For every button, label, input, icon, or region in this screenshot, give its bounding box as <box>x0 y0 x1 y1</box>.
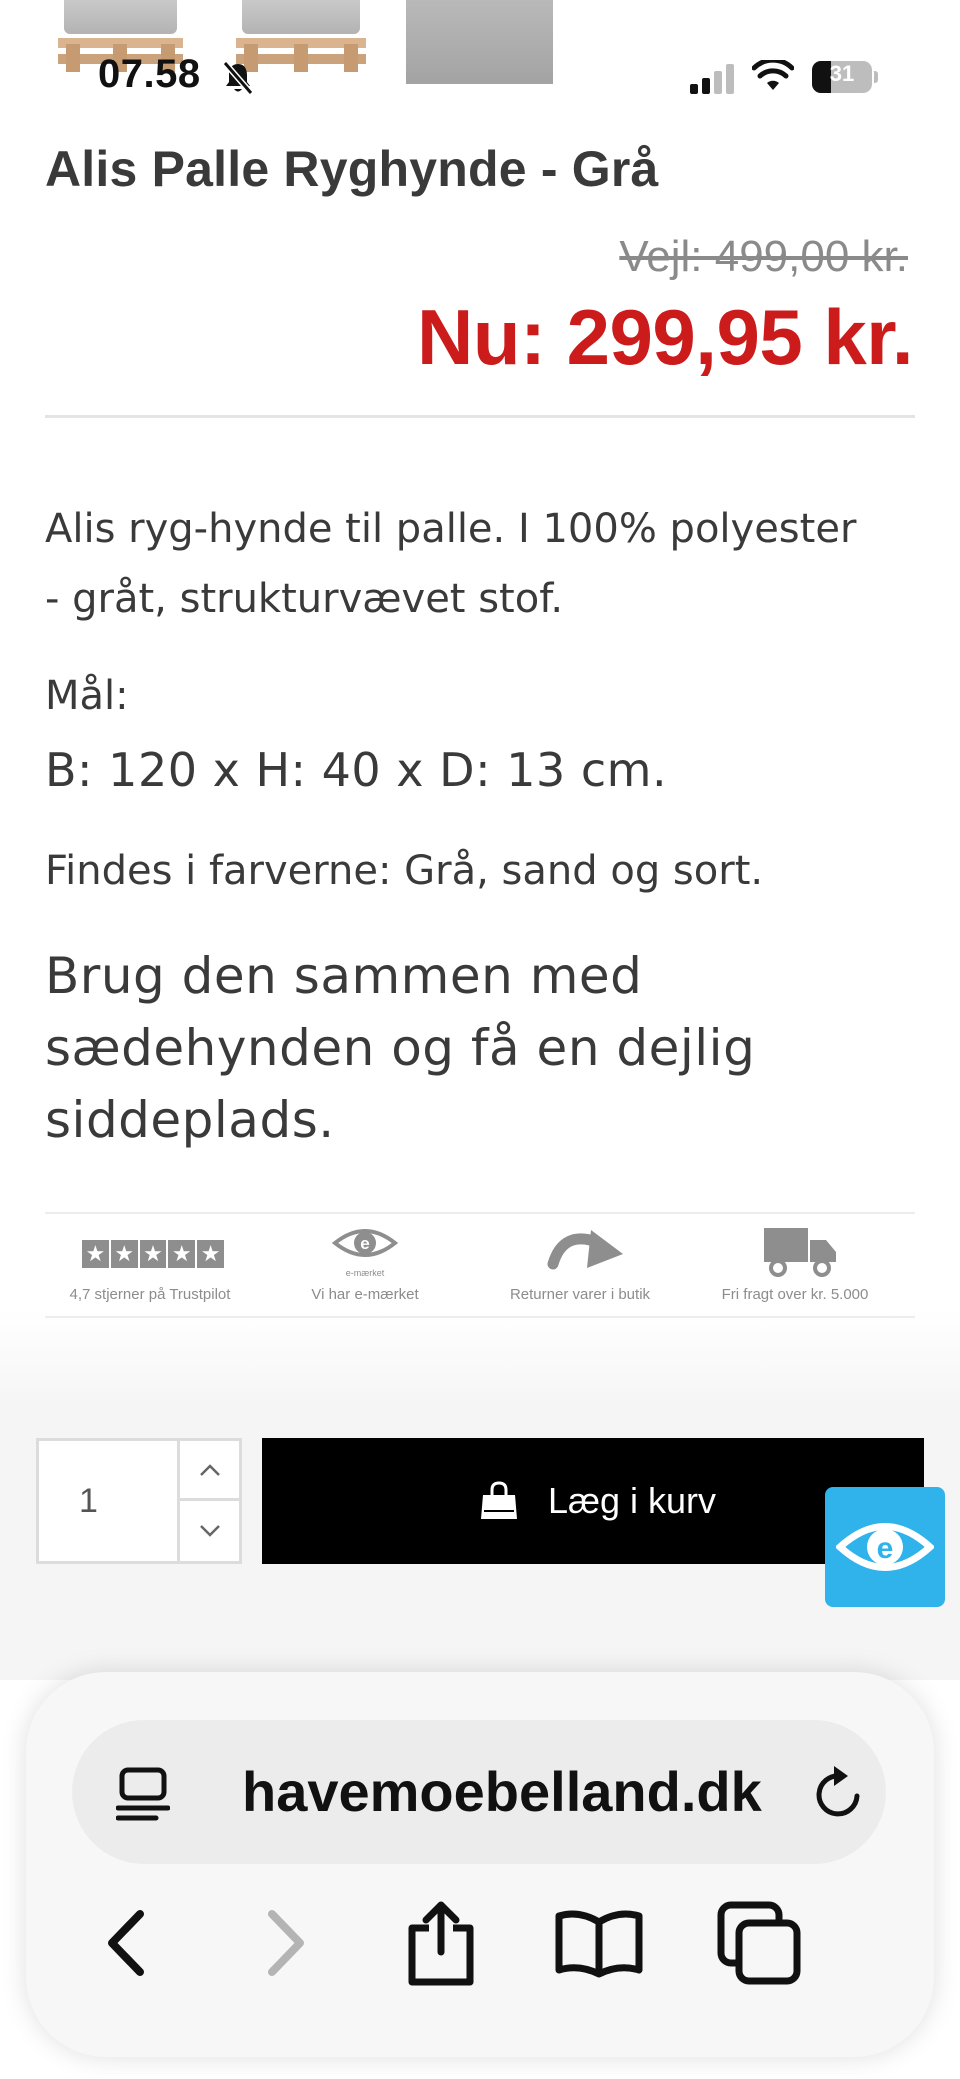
quantity-value[interactable]: 1 <box>79 1482 98 1520</box>
dimensions-label: Mål: <box>45 673 129 719</box>
trust-label: 4,7 stjerner på Trustpilot <box>69 1286 231 1303</box>
back-button[interactable] <box>82 1898 172 1988</box>
forward-button[interactable] <box>240 1898 330 1988</box>
page-menu-icon[interactable] <box>116 1766 170 1822</box>
add-to-cart-label: Læg i kurv <box>547 1480 717 1521</box>
status-time: 07.58 <box>98 52 201 96</box>
forward-icon <box>260 1908 310 1978</box>
product-thumbnail-3[interactable] <box>406 0 553 84</box>
usage-tip: Brug den sammen med sædehynden og få en dejlig siddeplads. <box>45 947 756 1149</box>
trust-label: Returner varer i butik <box>509 1286 651 1303</box>
return-arrow-icon <box>547 1224 627 1278</box>
bookmarks-button[interactable] <box>554 1898 644 1988</box>
product-title: Alis Palle Ryghynde - Grå <box>45 141 659 197</box>
bell-slash-icon <box>222 60 254 96</box>
trust-item-returns <box>475 1214 685 1318</box>
quantity-increase-button[interactable] <box>180 1441 239 1501</box>
price-recommended: Vejl: 499,00 kr. <box>619 232 908 281</box>
svg-text:e: e <box>876 1532 894 1565</box>
emark-badge[interactable] <box>825 1487 945 1607</box>
tabs-button[interactable] <box>714 1898 804 1988</box>
price-current: Nu: 299,95 kr. <box>417 293 913 381</box>
share-icon <box>404 1900 478 1986</box>
url-text[interactable]: havemoebelland.dk <box>242 1760 762 1823</box>
chevron-up-icon <box>199 1463 221 1477</box>
address-bar[interactable] <box>72 1720 886 1864</box>
dimensions-value: B: 120 x H: 40 x D: 13 cm. <box>45 743 668 797</box>
emark-icon <box>836 1516 934 1578</box>
fade-overlay <box>0 1310 960 1400</box>
divider <box>45 415 915 418</box>
emark-icon <box>332 1226 398 1266</box>
cellular-signal-icon <box>690 64 736 94</box>
reload-icon[interactable] <box>812 1764 866 1822</box>
trust-item-trustpilot <box>45 1214 255 1318</box>
tabs-icon <box>717 1901 801 1985</box>
quantity-stepper[interactable] <box>36 1438 242 1564</box>
description-text: Alis ryg-hynde til palle. I 100% polyester - gråt, strukturvævet stof. <box>45 506 857 622</box>
browser-toolbar <box>26 1672 934 2057</box>
quantity-decrease-button[interactable] <box>180 1501 239 1561</box>
shopping-bag-icon <box>480 1481 518 1521</box>
trust-label: Vi har e-mærket <box>311 1286 419 1303</box>
share-button[interactable] <box>396 1898 486 1988</box>
wifi-icon <box>752 60 794 92</box>
trustpilot-stars-icon: ★ ★ ★ ★ ★ <box>82 1240 224 1268</box>
battery-percent: 31 <box>829 61 855 86</box>
available-colors: Findes i farverne: Grå, sand og sort. <box>45 848 764 894</box>
svg-text:e: e <box>360 1234 370 1253</box>
trust-strip <box>45 1212 915 1318</box>
chevron-down-icon <box>199 1524 221 1538</box>
trust-item-shipping <box>690 1214 900 1318</box>
product-thumbnail-2[interactable] <box>236 0 366 84</box>
delivery-truck-icon <box>762 1224 838 1278</box>
trust-item-emark <box>260 1214 470 1318</box>
trust-label: Fri fragt over kr. 5.000 <box>721 1286 869 1303</box>
bookmarks-icon <box>555 1908 643 1978</box>
back-icon <box>102 1908 152 1978</box>
emark-icon-text: e-mærket <box>345 1268 385 1278</box>
battery-indicator <box>812 61 878 93</box>
